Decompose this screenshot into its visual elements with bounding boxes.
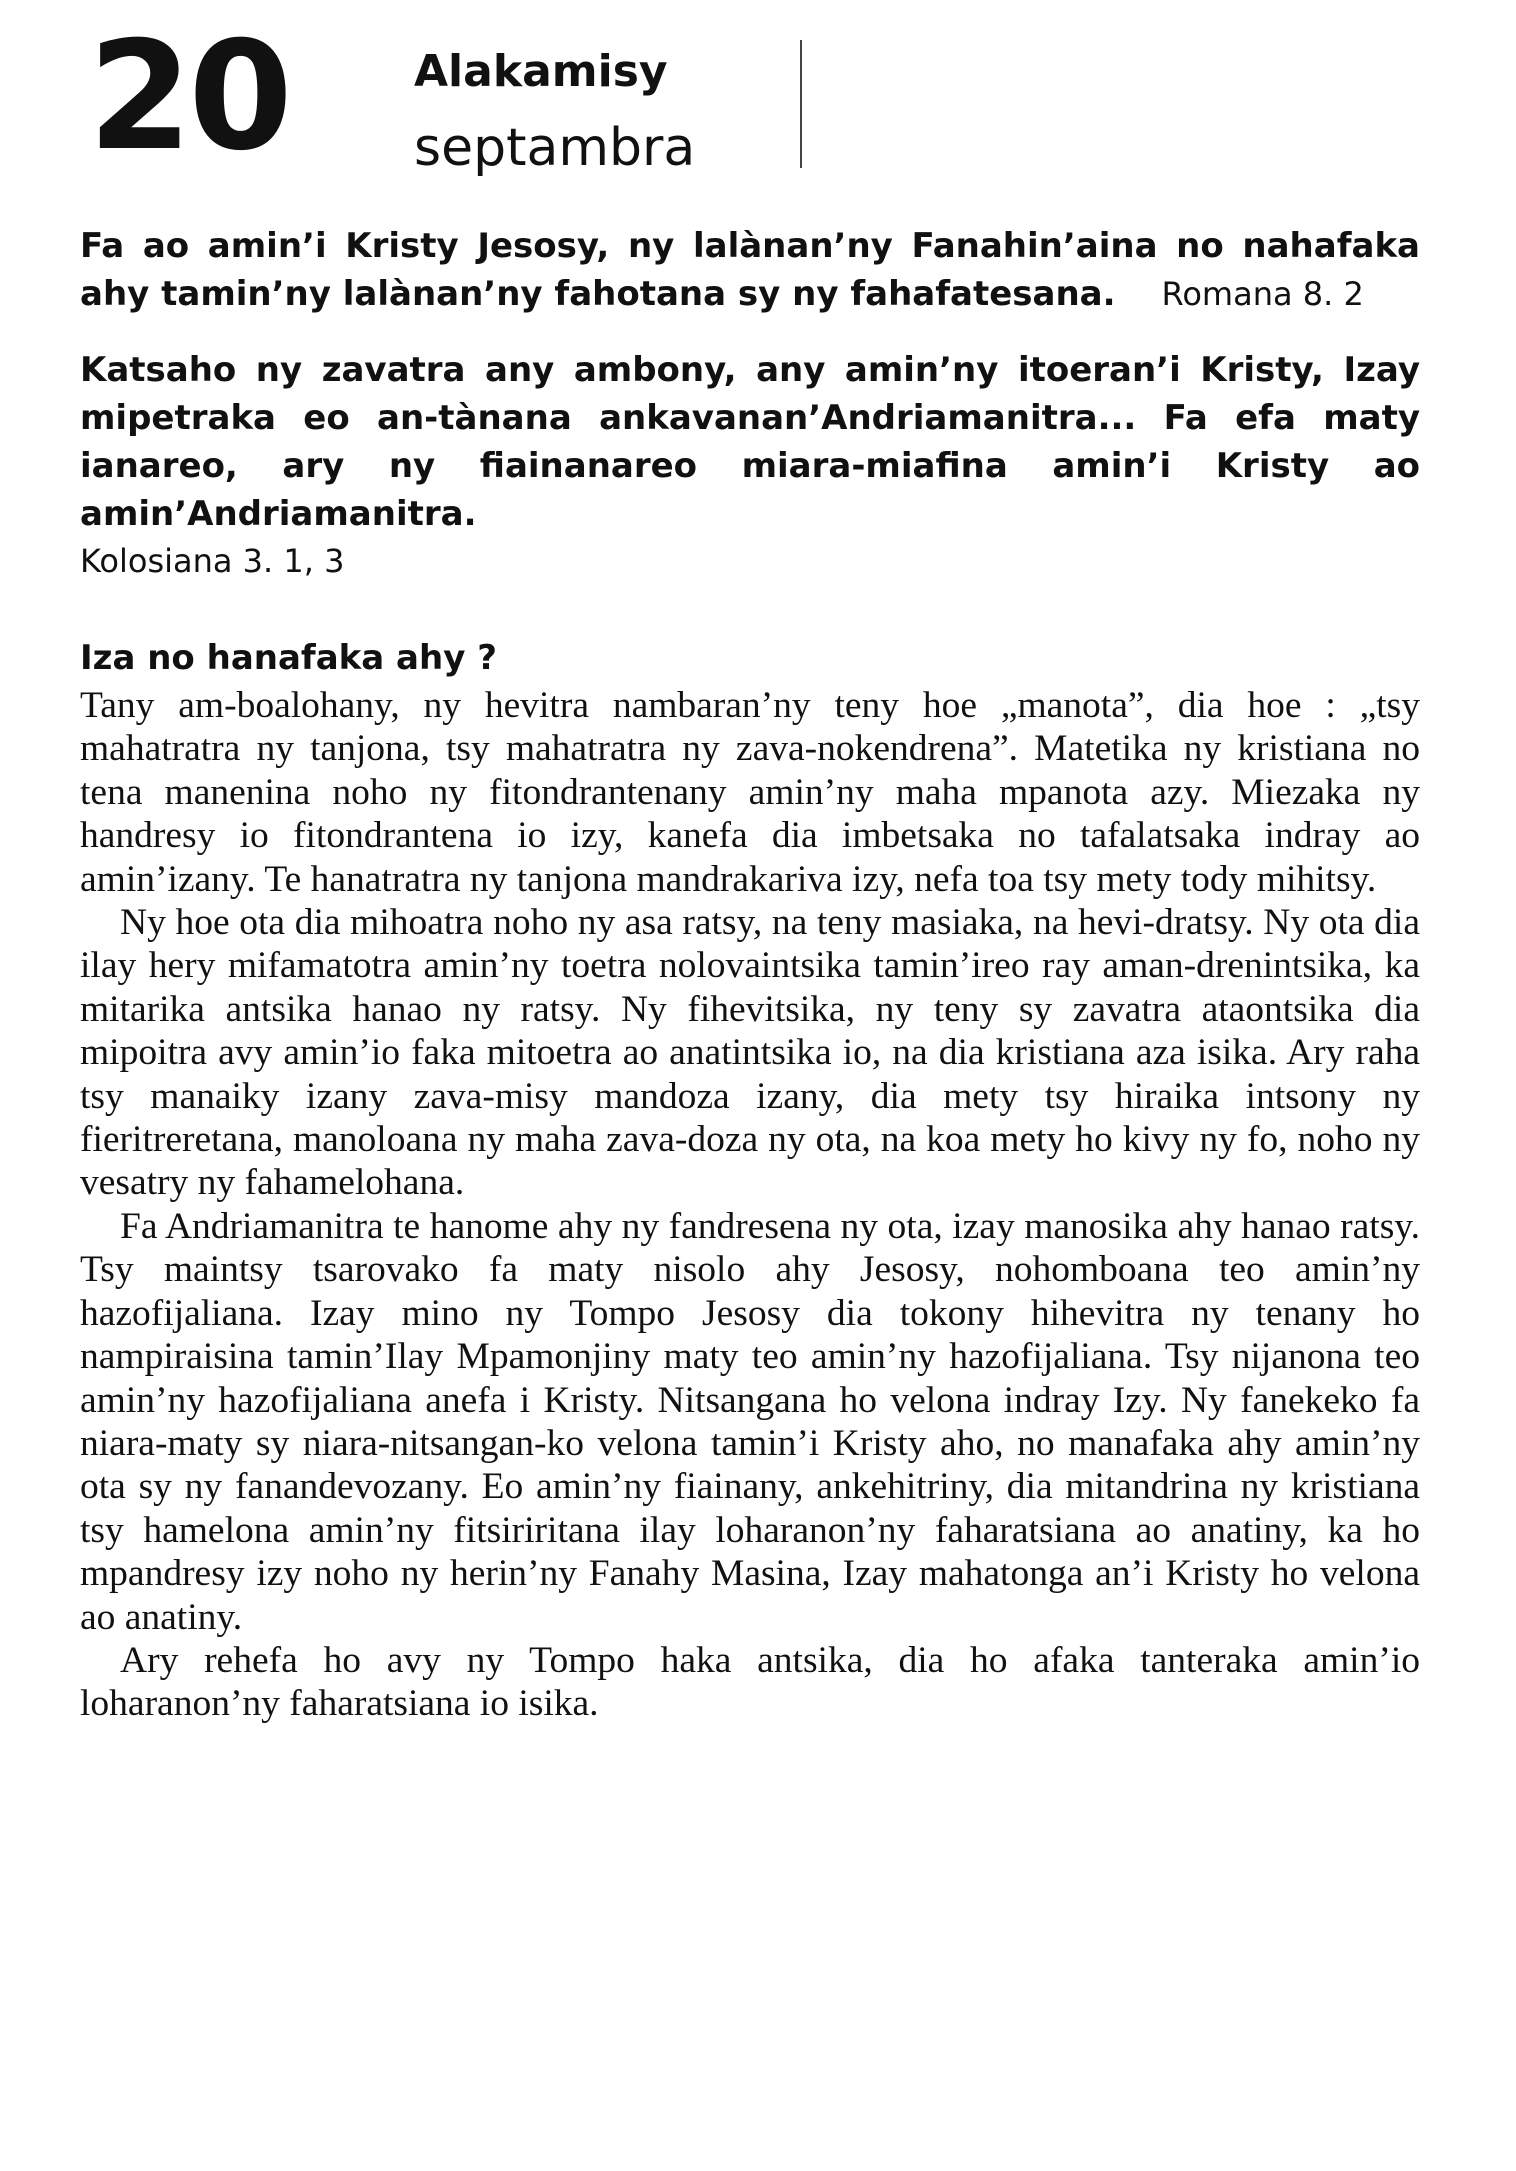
verse-reference: Kolosiana 3. 1, 3 [80, 542, 345, 580]
month: septambra [414, 118, 696, 178]
section-title: Iza no hanafaka ahy ? [80, 638, 497, 678]
verse-reference: Romana 8. 2 [1161, 275, 1364, 313]
verse-text: Katsaho ny zavatra any ambony, any amin’ny itoeran’i Kristy, Izay mipetraka eo an-tànana ankavanan’Andriamanitra... Fa efa maty ianareo, ary ny fiainanareo miara-miafina amin’i Kristy ao amin’Andriamanitra. [80, 350, 1420, 534]
verse-text: Fa ao amin’i Kristy Jesosy, ny lalànan’ny Fanahin’aina no nahafaka ahy tamin’ny lalànan’ny fahotana sy ny fahafatesana. [80, 226, 1420, 314]
body-paragraph: Tany am-boalohany, ny hevitra nambaran’ny teny hoe „manota”, dia hoe : „tsy mahatratra ny tanjona, tsy mahatratra ny zava-nokendrena”. Matetika ny kristiana no tena manenina noho ny fitondrantenany amin’ny maha mpanota azy. Miezaka ny handresy io fitondrantena io izy, kanefa dia imbetsaka no tafalatsaka indray ao amin’izany. Te hanatratra ny tanjona mandrakariva izy, nefa toa tsy mety tody mihitsy. [80, 685, 1420, 900]
body-paragraph: Ny hoe ota dia mihoatra noho ny asa ratsy, na teny masiaka, na hevi-dratsy. Ny ota dia ilay hery mifamatotra amin’ny toetra nolovaintsika tamin’ireo ray aman-drenintsika, ka mitarika antsika hanao ny ratsy. Ny fihevitsika, ny teny sy zavatra ataontsika dia mipoitra avy amin’io faka mitoetra ao anatintsika io, na dia kristiana aza isika. Ary raha tsy manaiky izany zava-misy mandoza izany, dia mety tsy hiraika intsony ny fieritreretana, manoloana ny maha zava-doza ny ota, na koa mety ho kivy ny fo, noho ny vesatry ny fahamelohana. [80, 902, 1420, 1204]
day-number: 20 [88, 10, 289, 184]
verse-colossians [80, 346, 1420, 584]
weekday: Alakamisy [414, 46, 668, 97]
date-header [80, 10, 1420, 190]
devotional-page [80, 10, 1420, 1726]
verse-romans [80, 222, 1420, 318]
body-paragraph: Ary rehefa ho avy ny Tompo haka antsika, dia ho afaka tanteraka amin’io loharanon’ny faharatsiana io isika. [80, 1639, 1420, 1725]
header-divider [800, 40, 802, 168]
body-paragraph: Fa Andriamanitra te hanome ahy ny fandresena ny ota, izay manosika ahy hanao ratsy. Tsy maintsy tsarovako fa maty nisolo ahy Jesosy, nohomboana teo amin’ny hazofijaliana. Izay mino ny Tompo Jesosy dia tokony hihevitra ny tenany ho nampiraisina tamin’Ilay Mpamonjiny maty teo amin’ny hazofijaliana. Tsy nijanona teo amin’ny hazofijaliana anefa i Kristy. Nitsangana ho velona indray Izy. Ny fanekeko fa niara-maty sy niara-nitsangan-ko velona tamin’i Kristy aho, no manafaka ahy amin’ny ota sy ny fanandevozany. Eo amin’ny fiainany, ankehitriny, dia mitandrina ny kristiana tsy hamelona amin’ny fitsiriritana ilay loharanon’ny faharatsiana ao anatiny, ka ho mpandresy izy noho ny herin’ny Fanahy Masina, Izay mahatonga an’i Kristy ho velona ao anatiny. [80, 1205, 1420, 1638]
